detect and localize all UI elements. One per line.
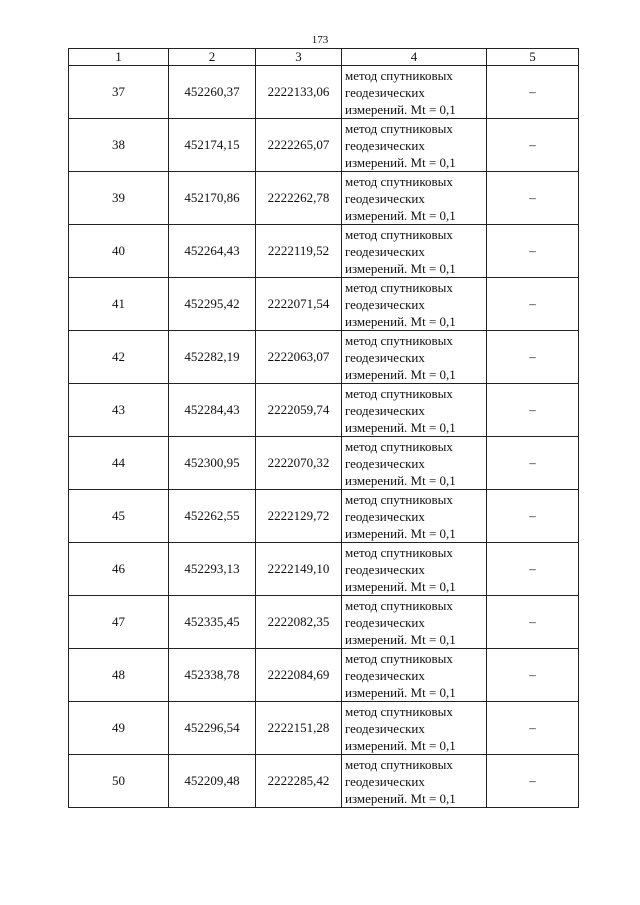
method-line-1: метод спутниковых [345, 226, 453, 242]
method-line-3: измерений. Mt = 0,1 [345, 684, 456, 700]
col5-value: – [487, 331, 579, 384]
method-line-3: измерений. Mt = 0,1 [345, 631, 456, 647]
header-col-5: 5 [487, 49, 579, 66]
coordinate-y: 2222119,52 [256, 225, 342, 278]
coordinate-y: 2222070,32 [256, 437, 342, 490]
coordinate-x: 452338,78 [169, 649, 256, 702]
method-line-2: геодезических [345, 667, 425, 683]
method-cell [342, 490, 487, 543]
header-col-2: 2 [169, 49, 256, 66]
method-line-1: метод спутниковых [345, 385, 453, 401]
method-cell [342, 384, 487, 437]
method-line-2: геодезических [345, 349, 425, 365]
method-line-3: измерений. Mt = 0,1 [345, 790, 456, 806]
method-line-1: метод спутниковых [345, 67, 453, 83]
coordinate-y: 2222262,78 [256, 172, 342, 225]
page-number: 173 [311, 34, 329, 46]
method-line-1: метод спутниковых [345, 332, 453, 348]
table-row [69, 490, 579, 543]
method-line-3: измерений. Mt = 0,1 [345, 578, 456, 594]
method-line-1: метод спутниковых [345, 756, 453, 772]
coordinate-x: 452300,95 [169, 437, 256, 490]
table-row [69, 331, 579, 384]
coordinate-x: 452284,43 [169, 384, 256, 437]
method-line-2: геодезических [345, 561, 425, 577]
table-row [69, 278, 579, 331]
col5-value: – [487, 384, 579, 437]
method-line-3: измерений. Mt = 0,1 [345, 472, 456, 488]
method-line-1: метод спутниковых [345, 597, 453, 613]
method-line-3: измерений. Mt = 0,1 [345, 366, 456, 382]
table-body [69, 66, 579, 808]
header-col-4: 4 [342, 49, 487, 66]
method-line-3: измерений. Mt = 0,1 [345, 525, 456, 541]
method-line-1: метод спутниковых [345, 703, 453, 719]
method-cell [342, 596, 487, 649]
coordinate-y: 2222149,10 [256, 543, 342, 596]
point-number: 37 [69, 66, 169, 119]
method-line-2: геодезических [345, 190, 425, 206]
coordinate-y: 2222063,07 [256, 331, 342, 384]
coordinate-y: 2222059,74 [256, 384, 342, 437]
col5-value: – [487, 225, 579, 278]
point-number: 47 [69, 596, 169, 649]
method-line-2: геодезических [345, 614, 425, 630]
method-line-1: метод спутниковых [345, 491, 453, 507]
coordinate-x: 452262,55 [169, 490, 256, 543]
col5-value: – [487, 437, 579, 490]
coordinate-x: 452293,13 [169, 543, 256, 596]
point-number: 39 [69, 172, 169, 225]
table-row [69, 172, 579, 225]
col5-value: – [487, 66, 579, 119]
table-row [69, 543, 579, 596]
method-cell [342, 702, 487, 755]
method-line-1: метод спутниковых [345, 544, 453, 560]
table-row [69, 384, 579, 437]
point-number: 40 [69, 225, 169, 278]
method-line-2: геодезических [345, 243, 425, 259]
method-line-3: измерений. Mt = 0,1 [345, 101, 456, 117]
method-line-2: геодезических [345, 773, 425, 789]
coordinate-x: 452170,86 [169, 172, 256, 225]
point-number: 45 [69, 490, 169, 543]
coordinate-y: 2222071,54 [256, 278, 342, 331]
col5-value: – [487, 119, 579, 172]
coordinate-y: 2222151,28 [256, 702, 342, 755]
header-col-1: 1 [69, 49, 169, 66]
coordinate-x: 452260,37 [169, 66, 256, 119]
method-line-2: геодезических [345, 455, 425, 471]
coordinate-x: 452335,45 [169, 596, 256, 649]
method-line-1: метод спутниковых [345, 438, 453, 454]
coordinates-table [68, 48, 579, 808]
col5-value: – [487, 702, 579, 755]
coordinate-x: 452209,48 [169, 755, 256, 808]
method-line-3: измерений. Mt = 0,1 [345, 260, 456, 276]
method-line-3: измерений. Mt = 0,1 [345, 737, 456, 753]
col5-value: – [487, 543, 579, 596]
coordinate-x: 452295,42 [169, 278, 256, 331]
point-number: 42 [69, 331, 169, 384]
method-cell [342, 172, 487, 225]
method-line-1: метод спутниковых [345, 650, 453, 666]
point-number: 43 [69, 384, 169, 437]
table-header-row [69, 49, 579, 66]
coordinate-x: 452174,15 [169, 119, 256, 172]
table-row [69, 437, 579, 490]
method-line-3: измерений. Mt = 0,1 [345, 154, 456, 170]
point-number: 38 [69, 119, 169, 172]
coordinate-y: 2222133,06 [256, 66, 342, 119]
coordinate-y: 2222285,42 [256, 755, 342, 808]
method-line-3: измерений. Mt = 0,1 [345, 207, 456, 223]
method-line-2: геодезических [345, 508, 425, 524]
table-row [69, 119, 579, 172]
method-line-1: метод спутниковых [345, 120, 453, 136]
method-cell [342, 649, 487, 702]
method-cell [342, 755, 487, 808]
method-line-2: геодезических [345, 402, 425, 418]
table-row [69, 66, 579, 119]
coordinate-x: 452282,19 [169, 331, 256, 384]
method-line-2: геодезических [345, 720, 425, 736]
col5-value: – [487, 490, 579, 543]
method-line-2: геодезических [345, 84, 425, 100]
table-row [69, 755, 579, 808]
method-line-2: геодезических [345, 137, 425, 153]
point-number: 44 [69, 437, 169, 490]
table-row [69, 702, 579, 755]
method-cell [342, 543, 487, 596]
method-cell [342, 119, 487, 172]
col5-value: – [487, 278, 579, 331]
coordinate-y: 2222265,07 [256, 119, 342, 172]
col5-value: – [487, 649, 579, 702]
method-line-3: измерений. Mt = 0,1 [345, 313, 456, 329]
table-row [69, 596, 579, 649]
coordinate-x: 452296,54 [169, 702, 256, 755]
method-line-1: метод спутниковых [345, 173, 453, 189]
col5-value: – [487, 755, 579, 808]
method-cell [342, 225, 487, 278]
point-number: 50 [69, 755, 169, 808]
method-line-3: измерений. Mt = 0,1 [345, 419, 456, 435]
col5-value: – [487, 172, 579, 225]
header-col-3: 3 [256, 49, 342, 66]
point-number: 41 [69, 278, 169, 331]
point-number: 49 [69, 702, 169, 755]
coordinate-y: 2222082,35 [256, 596, 342, 649]
coordinate-y: 2222129,72 [256, 490, 342, 543]
method-line-2: геодезических [345, 296, 425, 312]
point-number: 48 [69, 649, 169, 702]
table-row [69, 649, 579, 702]
method-cell [342, 278, 487, 331]
coordinate-y: 2222084,69 [256, 649, 342, 702]
col5-value: – [487, 596, 579, 649]
point-number: 46 [69, 543, 169, 596]
coordinate-x: 452264,43 [169, 225, 256, 278]
method-line-1: метод спутниковых [345, 279, 453, 295]
method-cell [342, 437, 487, 490]
table-row [69, 225, 579, 278]
method-cell [342, 331, 487, 384]
method-cell [342, 66, 487, 119]
